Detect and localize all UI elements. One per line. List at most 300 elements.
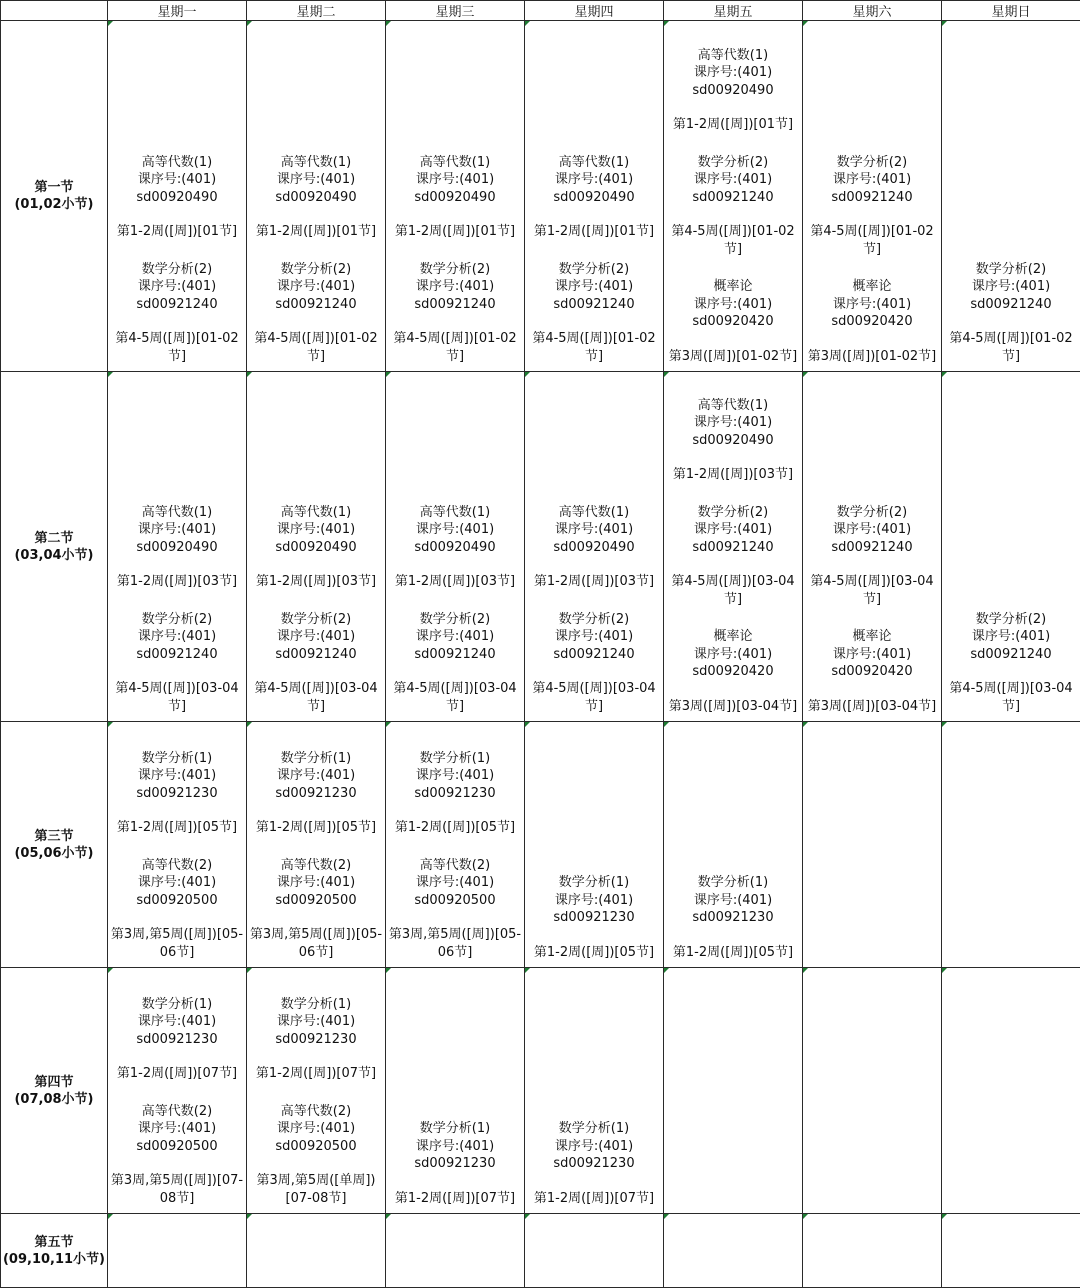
period-row bbox=[1, 1214, 1080, 1288]
course-entry[interactable] bbox=[247, 154, 385, 245]
course-title: 高等代数(2) bbox=[388, 857, 522, 875]
course-section: 课序号:(401) bbox=[388, 628, 522, 646]
course-section: 课序号:(401) bbox=[666, 414, 800, 432]
course-entry[interactable] bbox=[664, 278, 802, 369]
course-title: 高等代数(1) bbox=[249, 504, 383, 522]
course-section: 课序号:(401) bbox=[110, 874, 244, 892]
course-section: 课序号:(401) bbox=[944, 628, 1078, 646]
course-id: sd00921240 bbox=[388, 296, 522, 314]
schedule-cell-sun[interactable] bbox=[942, 372, 1080, 722]
period-label bbox=[1, 968, 108, 1214]
course-title: 数学分析(2) bbox=[249, 261, 383, 279]
course-section: 课序号:(401) bbox=[388, 874, 522, 892]
course-weeks: 第4-5周([周])[01-02节] bbox=[249, 330, 383, 365]
course-entry[interactable] bbox=[386, 857, 524, 966]
course-section: 课序号:(401) bbox=[110, 278, 244, 296]
course-stack bbox=[247, 1285, 385, 1287]
course-title: 高等代数(1) bbox=[388, 154, 522, 172]
course-stack bbox=[664, 397, 802, 722]
course-title: 高等代数(1) bbox=[527, 504, 661, 522]
course-weeks: 第3周([周])[03-04节] bbox=[666, 698, 800, 716]
period-label bbox=[1, 372, 108, 722]
course-entry[interactable] bbox=[108, 504, 246, 595]
course-weeks: 第4-5周([周])[03-04节] bbox=[666, 573, 800, 608]
course-section: 课序号:(401) bbox=[249, 278, 383, 296]
course-section: 课序号:(401) bbox=[666, 892, 800, 910]
course-title: 数学分析(2) bbox=[527, 611, 661, 629]
schedule-cell-mon[interactable] bbox=[108, 21, 247, 372]
course-weeks: 第3周([周])[03-04节] bbox=[805, 698, 939, 716]
course-stack bbox=[803, 154, 941, 372]
course-stack bbox=[386, 504, 524, 722]
period-label bbox=[1, 722, 108, 968]
course-section: 课序号:(401) bbox=[527, 278, 661, 296]
course-section: 课序号:(401) bbox=[249, 171, 383, 189]
course-id: sd00921230 bbox=[110, 1031, 244, 1049]
period-name: 第一节 bbox=[1, 179, 107, 196]
course-section: 课序号:(401) bbox=[666, 171, 800, 189]
course-entry[interactable] bbox=[942, 611, 1080, 720]
course-id: sd00921240 bbox=[805, 539, 939, 557]
course-entry[interactable] bbox=[386, 1120, 524, 1211]
course-title: 概率论 bbox=[805, 278, 939, 296]
day-header-tue: 星期二 bbox=[247, 1, 386, 21]
course-title: 数学分析(2) bbox=[944, 611, 1078, 629]
course-section: 课序号:(401) bbox=[249, 767, 383, 785]
course-section: 课序号:(401) bbox=[110, 521, 244, 539]
course-id: sd00921230 bbox=[666, 909, 800, 927]
course-stack bbox=[386, 750, 524, 968]
course-weeks: 第1-2周([周])[05节] bbox=[249, 819, 383, 837]
course-stack bbox=[247, 504, 385, 722]
schedule-cell-wed[interactable] bbox=[386, 372, 525, 722]
course-id: sd00920500 bbox=[388, 892, 522, 910]
course-title: 数学分析(1) bbox=[527, 1120, 661, 1138]
course-weeks: 第3周([周])[01-02节] bbox=[805, 348, 939, 366]
schedule-cell-sun[interactable] bbox=[942, 968, 1080, 1214]
course-section: 课序号:(401) bbox=[388, 278, 522, 296]
course-weeks: 第1-2周([周])[07节] bbox=[388, 1190, 522, 1208]
schedule-cell-mon[interactable] bbox=[108, 1214, 247, 1288]
schedule-cell-fri[interactable] bbox=[664, 372, 803, 722]
schedule-cell-fri[interactable] bbox=[664, 21, 803, 372]
course-weeks: 第3周,第5周([单周])[07-08节] bbox=[249, 1172, 383, 1207]
course-title: 数学分析(1) bbox=[388, 1120, 522, 1138]
timetable-body bbox=[1, 21, 1080, 1288]
schedule-cell-wed[interactable] bbox=[386, 968, 525, 1214]
period-row bbox=[1, 372, 1080, 722]
course-weeks: 第1-2周([周])[05节] bbox=[527, 944, 661, 962]
course-id: sd00920490 bbox=[110, 539, 244, 557]
course-id: sd00920420 bbox=[666, 663, 800, 681]
course-entry[interactable] bbox=[108, 261, 246, 370]
period-name: 第二节 bbox=[1, 530, 107, 547]
course-title: 概率论 bbox=[666, 278, 800, 296]
course-section: 课序号:(401) bbox=[527, 628, 661, 646]
course-stack bbox=[525, 504, 663, 722]
course-title: 数学分析(2) bbox=[388, 261, 522, 279]
course-id: sd00921230 bbox=[249, 785, 383, 803]
course-weeks: 第4-5周([周])[03-04节] bbox=[249, 680, 383, 715]
course-weeks: 第3周,第5周([周])[05-06节] bbox=[110, 926, 244, 961]
course-entry[interactable] bbox=[108, 611, 246, 720]
course-stack bbox=[386, 154, 524, 372]
course-weeks: 第3周,第5周([周])[05-06节] bbox=[249, 926, 383, 961]
course-stack bbox=[942, 1285, 1080, 1287]
day-header-sun: 星期日 bbox=[942, 1, 1080, 21]
period-range: (05,06小节) bbox=[1, 845, 107, 862]
course-id: sd00921240 bbox=[805, 189, 939, 207]
course-weeks: 第3周,第5周([周])[07-08节] bbox=[110, 1172, 244, 1207]
course-id: sd00921240 bbox=[944, 296, 1078, 314]
course-title: 数学分析(2) bbox=[249, 611, 383, 629]
course-title: 数学分析(2) bbox=[805, 504, 939, 522]
course-id: sd00921240 bbox=[527, 646, 661, 664]
course-entry[interactable] bbox=[386, 611, 524, 720]
course-id: sd00921230 bbox=[388, 785, 522, 803]
course-entry[interactable] bbox=[525, 261, 663, 370]
course-entry[interactable] bbox=[803, 154, 941, 263]
schedule-cell-tue[interactable] bbox=[247, 21, 386, 372]
schedule-cell-fri[interactable] bbox=[664, 722, 803, 968]
course-weeks: 第4-5周([周])[03-04节] bbox=[944, 680, 1078, 715]
course-section: 课序号:(401) bbox=[388, 171, 522, 189]
course-entry[interactable] bbox=[247, 504, 385, 595]
course-entry[interactable] bbox=[664, 47, 802, 138]
course-entry[interactable] bbox=[525, 154, 663, 245]
course-entry[interactable] bbox=[803, 504, 941, 613]
period-range: (07,08小节) bbox=[1, 1091, 107, 1108]
course-entry[interactable] bbox=[525, 611, 663, 720]
course-section: 课序号:(401) bbox=[110, 767, 244, 785]
course-stack bbox=[386, 1285, 524, 1287]
course-id: sd00921240 bbox=[666, 189, 800, 207]
course-title: 数学分析(1) bbox=[527, 874, 661, 892]
course-id: sd00921240 bbox=[110, 646, 244, 664]
course-id: sd00921240 bbox=[666, 539, 800, 557]
course-id: sd00920490 bbox=[527, 189, 661, 207]
course-title: 高等代数(1) bbox=[110, 504, 244, 522]
course-stack bbox=[108, 1285, 246, 1287]
course-title: 数学分析(2) bbox=[666, 504, 800, 522]
period-name: 第三节 bbox=[1, 828, 107, 845]
period-range: (03,04小节) bbox=[1, 547, 107, 564]
course-weeks: 第4-5周([周])[03-04节] bbox=[388, 680, 522, 715]
course-section: 课序号:(401) bbox=[666, 64, 800, 82]
schedule-cell-thu[interactable] bbox=[525, 21, 664, 372]
course-section: 课序号:(401) bbox=[527, 521, 661, 539]
course-entry[interactable] bbox=[664, 504, 802, 613]
schedule-cell-sat[interactable] bbox=[803, 722, 942, 968]
course-id: sd00921230 bbox=[527, 1155, 661, 1173]
course-title: 数学分析(1) bbox=[388, 750, 522, 768]
course-weeks: 第1-2周([周])[07节] bbox=[527, 1190, 661, 1208]
course-stack bbox=[942, 611, 1080, 722]
course-section: 课序号:(401) bbox=[249, 521, 383, 539]
schedule-cell-sun[interactable] bbox=[942, 21, 1080, 372]
course-weeks: 第1-2周([周])[01节] bbox=[110, 223, 244, 241]
course-entry[interactable] bbox=[803, 628, 941, 719]
course-title: 数学分析(2) bbox=[666, 154, 800, 172]
course-entry[interactable] bbox=[942, 261, 1080, 370]
course-weeks: 第4-5周([周])[01-02节] bbox=[944, 330, 1078, 365]
course-stack bbox=[525, 1120, 663, 1213]
course-entry[interactable] bbox=[247, 750, 385, 841]
period-range: (09,10,11小节) bbox=[1, 1251, 107, 1268]
course-weeks: 第4-5周([周])[03-04节] bbox=[527, 680, 661, 715]
course-id: sd00921240 bbox=[110, 296, 244, 314]
course-section: 课序号:(401) bbox=[527, 892, 661, 910]
course-id: sd00920420 bbox=[805, 663, 939, 681]
course-title: 数学分析(1) bbox=[249, 996, 383, 1014]
schedule-cell-sun[interactable] bbox=[942, 722, 1080, 968]
course-section: 课序号:(401) bbox=[110, 171, 244, 189]
course-weeks: 第1-2周([周])[01节] bbox=[527, 223, 661, 241]
course-weeks: 第1-2周([周])[03节] bbox=[666, 466, 800, 484]
day-header-fri: 星期五 bbox=[664, 1, 803, 21]
course-section: 课序号:(401) bbox=[944, 278, 1078, 296]
course-stack bbox=[664, 1285, 802, 1287]
course-id: sd00920490 bbox=[110, 189, 244, 207]
day-header-sat: 星期六 bbox=[803, 1, 942, 21]
period-label bbox=[1, 21, 108, 372]
course-id: sd00920500 bbox=[110, 892, 244, 910]
course-stack bbox=[247, 750, 385, 968]
course-weeks: 第4-5周([周])[01-02节] bbox=[805, 223, 939, 258]
course-entry[interactable] bbox=[247, 996, 385, 1087]
course-section: 课序号:(401) bbox=[110, 628, 244, 646]
course-stack bbox=[525, 1285, 663, 1287]
course-weeks: 第4-5周([周])[03-04节] bbox=[805, 573, 939, 608]
period-row bbox=[1, 21, 1080, 372]
course-entry[interactable] bbox=[386, 504, 524, 595]
course-title: 高等代数(1) bbox=[527, 154, 661, 172]
course-stack bbox=[108, 154, 246, 372]
course-id: sd00921240 bbox=[388, 646, 522, 664]
course-id: sd00920490 bbox=[527, 539, 661, 557]
course-stack bbox=[803, 1285, 941, 1287]
course-title: 数学分析(1) bbox=[666, 874, 800, 892]
course-section: 课序号:(401) bbox=[527, 1138, 661, 1156]
course-title: 高等代数(1) bbox=[666, 397, 800, 415]
schedule-cell-fri[interactable] bbox=[664, 968, 803, 1214]
course-weeks: 第1-2周([周])[03节] bbox=[527, 573, 661, 591]
schedule-cell-sun[interactable] bbox=[942, 1214, 1080, 1288]
course-entry[interactable] bbox=[108, 154, 246, 245]
course-title: 数学分析(2) bbox=[805, 154, 939, 172]
course-id: sd00920490 bbox=[249, 189, 383, 207]
corner-cell bbox=[1, 1, 108, 21]
course-weeks: 第1-2周([周])[03节] bbox=[110, 573, 244, 591]
course-section: 课序号:(401) bbox=[388, 521, 522, 539]
course-entry[interactable] bbox=[386, 750, 524, 841]
course-id: sd00920420 bbox=[666, 313, 800, 331]
course-id: sd00920500 bbox=[249, 892, 383, 910]
course-stack bbox=[247, 996, 385, 1214]
course-weeks: 第1-2周([周])[07节] bbox=[249, 1065, 383, 1083]
course-weeks: 第1-2周([周])[01节] bbox=[666, 116, 800, 134]
course-title: 高等代数(2) bbox=[110, 1103, 244, 1121]
course-stack bbox=[525, 154, 663, 372]
course-weeks: 第1-2周([周])[05节] bbox=[666, 944, 800, 962]
header-row bbox=[1, 1, 1080, 21]
course-section: 课序号:(401) bbox=[805, 171, 939, 189]
course-entry[interactable] bbox=[108, 1103, 246, 1212]
course-section: 课序号:(401) bbox=[388, 767, 522, 785]
course-weeks: 第1-2周([周])[03节] bbox=[388, 573, 522, 591]
course-entry[interactable] bbox=[108, 996, 246, 1087]
schedule-cell-wed[interactable] bbox=[386, 1214, 525, 1288]
period-name: 第四节 bbox=[1, 1074, 107, 1091]
course-stack bbox=[525, 874, 663, 967]
course-entry[interactable] bbox=[108, 750, 246, 841]
course-entry[interactable] bbox=[525, 504, 663, 595]
course-entry[interactable] bbox=[525, 874, 663, 965]
period-range: (01,02小节) bbox=[1, 196, 107, 213]
course-id: sd00921230 bbox=[388, 1155, 522, 1173]
schedule-cell-sat[interactable] bbox=[803, 21, 942, 372]
course-stack bbox=[942, 261, 1080, 372]
course-id: sd00920490 bbox=[666, 432, 800, 450]
course-title: 高等代数(1) bbox=[666, 47, 800, 65]
schedule-cell-sat[interactable] bbox=[803, 1214, 942, 1288]
course-entry[interactable] bbox=[247, 1103, 385, 1212]
course-id: sd00920500 bbox=[249, 1138, 383, 1156]
course-section: 课序号:(401) bbox=[388, 1138, 522, 1156]
course-weeks: 第1-2周([周])[03节] bbox=[249, 573, 383, 591]
course-weeks: 第4-5周([周])[01-02节] bbox=[388, 330, 522, 365]
schedule-cell-tue[interactable] bbox=[247, 722, 386, 968]
schedule-cell-mon[interactable] bbox=[108, 968, 247, 1214]
course-title: 高等代数(2) bbox=[110, 857, 244, 875]
course-title: 数学分析(1) bbox=[249, 750, 383, 768]
course-title: 数学分析(2) bbox=[110, 611, 244, 629]
course-weeks: 第4-5周([周])[03-04节] bbox=[110, 680, 244, 715]
course-weeks: 第1-2周([周])[01节] bbox=[249, 223, 383, 241]
course-section: 课序号:(401) bbox=[805, 646, 939, 664]
course-entry[interactable] bbox=[386, 261, 524, 370]
course-entry[interactable] bbox=[664, 154, 802, 263]
schedule-cell-tue[interactable] bbox=[247, 372, 386, 722]
course-title: 高等代数(2) bbox=[249, 1103, 383, 1121]
course-weeks: 第4-5周([周])[01-02节] bbox=[110, 330, 244, 365]
day-header-thu: 星期四 bbox=[525, 1, 664, 21]
course-id: sd00921230 bbox=[110, 785, 244, 803]
course-section: 课序号:(401) bbox=[805, 521, 939, 539]
course-stack bbox=[803, 504, 941, 722]
course-weeks: 第1-2周([周])[07节] bbox=[110, 1065, 244, 1083]
period-name: 第五节 bbox=[1, 1234, 107, 1251]
course-section: 课序号:(401) bbox=[527, 171, 661, 189]
period-row bbox=[1, 722, 1080, 968]
period-row bbox=[1, 968, 1080, 1214]
course-weeks: 第4-5周([周])[01-02节] bbox=[527, 330, 661, 365]
course-section: 课序号:(401) bbox=[110, 1013, 244, 1031]
course-title: 数学分析(2) bbox=[527, 261, 661, 279]
schedule-cell-mon[interactable] bbox=[108, 372, 247, 722]
course-section: 课序号:(401) bbox=[666, 296, 800, 314]
course-entry[interactable] bbox=[386, 154, 524, 245]
course-weeks: 第3周([周])[01-02节] bbox=[666, 348, 800, 366]
schedule-cell-sat[interactable] bbox=[803, 372, 942, 722]
course-section: 课序号:(401) bbox=[805, 296, 939, 314]
schedule-cell-thu[interactable] bbox=[525, 722, 664, 968]
course-title: 高等代数(2) bbox=[249, 857, 383, 875]
course-title: 数学分析(1) bbox=[110, 996, 244, 1014]
course-section: 课序号:(401) bbox=[249, 1120, 383, 1138]
course-title: 数学分析(2) bbox=[388, 611, 522, 629]
course-section: 课序号:(401) bbox=[249, 874, 383, 892]
course-id: sd00920420 bbox=[805, 313, 939, 331]
course-id: sd00920490 bbox=[666, 82, 800, 100]
course-title: 数学分析(2) bbox=[944, 261, 1078, 279]
day-header-wed: 星期三 bbox=[386, 1, 525, 21]
course-entry[interactable] bbox=[664, 397, 802, 488]
schedule-cell-wed[interactable] bbox=[386, 722, 525, 968]
course-title: 高等代数(1) bbox=[249, 154, 383, 172]
schedule-cell-tue[interactable] bbox=[247, 968, 386, 1214]
schedule-cell-thu[interactable] bbox=[525, 968, 664, 1214]
day-header-mon: 星期一 bbox=[108, 1, 247, 21]
course-id: sd00921230 bbox=[249, 1031, 383, 1049]
course-weeks: 第3周,第5周([周])[05-06节] bbox=[388, 926, 522, 961]
course-entry[interactable] bbox=[664, 628, 802, 719]
period-label bbox=[1, 1214, 108, 1288]
schedule-cell-fri[interactable] bbox=[664, 1214, 803, 1288]
schedule-cell-thu[interactable] bbox=[525, 372, 664, 722]
course-entry[interactable] bbox=[525, 1120, 663, 1211]
course-title: 概率论 bbox=[805, 628, 939, 646]
course-section: 课序号:(401) bbox=[666, 521, 800, 539]
course-entry[interactable] bbox=[247, 857, 385, 966]
course-entry[interactable] bbox=[664, 874, 802, 965]
course-entry[interactable] bbox=[247, 261, 385, 370]
course-section: 课序号:(401) bbox=[666, 646, 800, 664]
course-weeks: 第4-5周([周])[01-02节] bbox=[666, 223, 800, 258]
course-id: sd00921240 bbox=[944, 646, 1078, 664]
course-id: sd00920500 bbox=[110, 1138, 244, 1156]
course-id: sd00920490 bbox=[388, 189, 522, 207]
course-entry[interactable] bbox=[247, 611, 385, 720]
course-title: 概率论 bbox=[666, 628, 800, 646]
course-title: 高等代数(1) bbox=[110, 154, 244, 172]
schedule-cell-wed[interactable] bbox=[386, 21, 525, 372]
schedule-cell-thu[interactable] bbox=[525, 1214, 664, 1288]
course-section: 课序号:(401) bbox=[249, 1013, 383, 1031]
course-title: 高等代数(1) bbox=[388, 504, 522, 522]
course-title: 数学分析(2) bbox=[110, 261, 244, 279]
course-section: 课序号:(401) bbox=[249, 628, 383, 646]
course-id: sd00921240 bbox=[249, 646, 383, 664]
course-entry[interactable] bbox=[108, 857, 246, 966]
course-id: sd00920490 bbox=[249, 539, 383, 557]
course-stack bbox=[108, 504, 246, 722]
course-id: sd00921240 bbox=[527, 296, 661, 314]
course-weeks: 第1-2周([周])[05节] bbox=[388, 819, 522, 837]
course-title: 数学分析(1) bbox=[110, 750, 244, 768]
course-id: sd00921230 bbox=[527, 909, 661, 927]
course-id: sd00920490 bbox=[388, 539, 522, 557]
schedule-cell-tue[interactable] bbox=[247, 1214, 386, 1288]
course-weeks: 第1-2周([周])[05节] bbox=[110, 819, 244, 837]
schedule-cell-mon[interactable] bbox=[108, 722, 247, 968]
course-weeks: 第1-2周([周])[01节] bbox=[388, 223, 522, 241]
schedule-cell-sat[interactable] bbox=[803, 968, 942, 1214]
course-stack bbox=[664, 874, 802, 967]
course-section: 课序号:(401) bbox=[110, 1120, 244, 1138]
course-entry[interactable] bbox=[803, 278, 941, 369]
course-stack bbox=[108, 750, 246, 968]
